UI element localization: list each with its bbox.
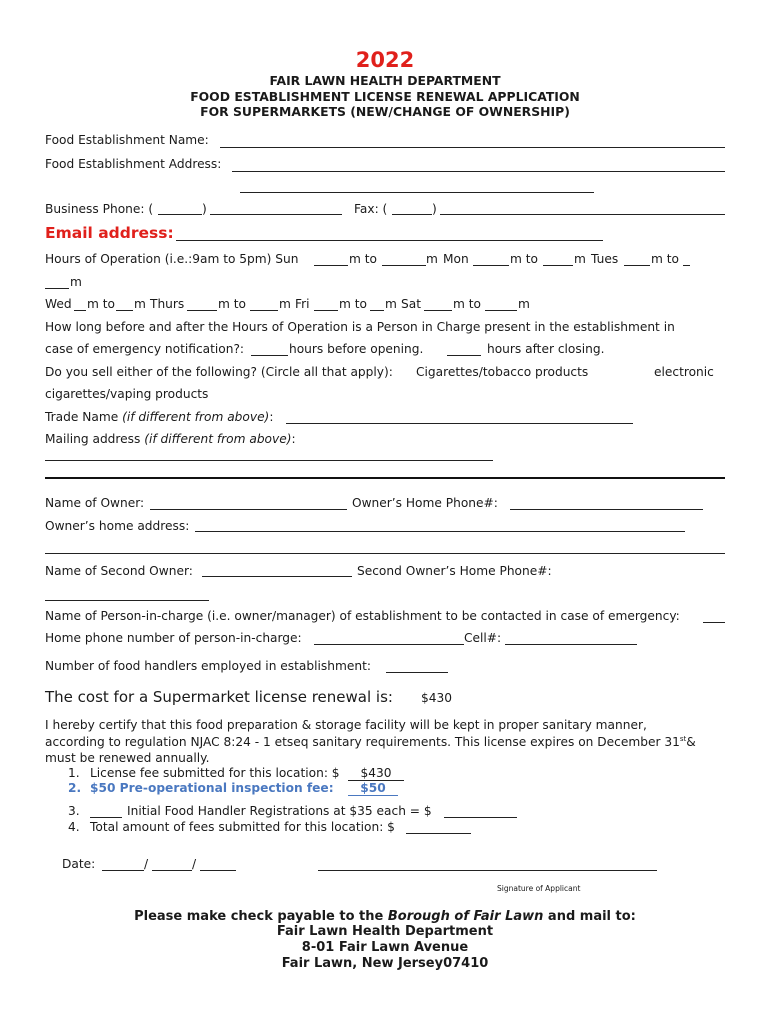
sat-m-to: m to <box>453 297 481 311</box>
sat-label: Sat <box>401 297 421 311</box>
establishment-name-label: Food Establishment Name: <box>45 133 209 147</box>
department-title: FAIR LAWN HEALTH DEPARTMENT <box>269 73 501 88</box>
mon-label: Mon <box>443 252 469 266</box>
cost-amount: $430 <box>421 691 453 705</box>
wed-open-field[interactable] <box>74 310 86 311</box>
payment-text: Please make check payable to the <box>134 909 388 924</box>
trade-name-colon: : <box>269 410 274 424</box>
mailing-address-field[interactable] <box>45 460 493 461</box>
pic-phone-label: Home phone number of person-in-charge: <box>45 631 302 645</box>
payee-name: Borough of Fair Lawn <box>387 909 544 924</box>
tues-label: Tues <box>591 252 619 266</box>
payment-instruction <box>0 909 770 924</box>
certify-line-2-text: according to regulation NJAC 8:24 - 1 etseq sanitary requirements. This license expires on December 31 <box>45 735 680 750</box>
cost-label: The cost for a Supermarket license renewal is: <box>45 688 393 706</box>
mon-close-field[interactable] <box>543 265 573 266</box>
sat-open-field[interactable] <box>424 310 452 311</box>
thurs-label: Thurs <box>150 297 185 311</box>
sell-option-tobacco[interactable]: Cigarettes/tobacco products <box>416 365 589 379</box>
sun-open-field[interactable] <box>314 265 348 266</box>
thurs-close-field[interactable] <box>250 310 278 311</box>
mon-open-field[interactable] <box>473 265 509 266</box>
owner-address-field[interactable] <box>195 531 685 532</box>
tues-close-field[interactable] <box>45 288 69 289</box>
form-year: 2022 <box>355 48 415 72</box>
fee-item-3-label: Initial Food Handler Registrations at $35 each = $ <box>127 804 432 818</box>
certify-line-2 <box>45 735 696 749</box>
fax-paren: ) <box>432 202 437 216</box>
tues-close-field-a[interactable] <box>683 265 690 266</box>
handler-fee-field[interactable] <box>444 817 517 818</box>
date-year-field[interactable] <box>200 870 236 871</box>
mail-address-line-2: 8-01 Fair Lawn Avenue <box>301 940 469 955</box>
cell-field[interactable] <box>505 644 637 645</box>
mailing-text: Mailing address <box>45 432 141 446</box>
sun-m-to: m to <box>349 252 377 266</box>
establishment-address-field-2[interactable] <box>240 192 594 193</box>
owner-name-field[interactable] <box>150 509 347 510</box>
fri-label: Fri <box>295 297 310 311</box>
fri-close-m: m <box>385 297 397 311</box>
cell-label: Cell#: <box>464 631 502 645</box>
owner-address-field-2[interactable] <box>45 553 725 554</box>
wed-m-to: m to <box>87 297 115 311</box>
second-owner-label: Name of Second Owner: <box>45 564 193 578</box>
thurs-open-field[interactable] <box>187 310 217 311</box>
payment-text-end: and mail to: <box>543 909 636 924</box>
pic-phone-field[interactable] <box>314 644 464 645</box>
tues-m-to: m to <box>651 252 679 266</box>
fee-item-1-value[interactable]: $430 <box>348 766 404 781</box>
fri-m-to: m to <box>339 297 367 311</box>
food-handlers-field[interactable] <box>386 672 448 673</box>
food-handlers-label: Number of food handlers employed in establishment: <box>45 659 371 673</box>
trade-name-note: (if different from above) <box>122 410 270 424</box>
fax-label: Fax: ( <box>354 202 388 216</box>
owner-address-label: Owner’s home address: <box>45 519 190 533</box>
certify-line-3: must be renewed annually. <box>45 751 210 765</box>
pic-question: How long before and after the Hours of Operation is a Person in Charge present in the establishment in <box>45 320 675 334</box>
signature-field[interactable] <box>318 870 657 871</box>
hours-before-label: hours before opening. <box>289 342 424 356</box>
owner-phone-field[interactable] <box>510 509 703 510</box>
establishment-name-field[interactable] <box>220 147 725 148</box>
pic-question-2: case of emergency notification?: <box>45 342 245 356</box>
date-month-field[interactable] <box>102 870 144 871</box>
second-owner-field[interactable] <box>202 576 352 577</box>
sell-question: Do you sell either of the following? (Circle all that apply): <box>45 365 393 379</box>
certify-amp: & <box>686 735 696 750</box>
business-phone-area-field[interactable] <box>158 214 202 215</box>
fee-item-4-number: 4. <box>68 820 80 834</box>
tues-open-field[interactable] <box>624 265 650 266</box>
certify-line-1: I hereby certify that this food preparation & storage facility will be kept in proper sanitary manner, <box>45 718 647 732</box>
sell-option-electronic[interactable]: electronic <box>654 365 714 379</box>
form-subtitle: FOR SUPERMARKETS (NEW/CHANGE OF OWNERSHIP) <box>200 104 570 119</box>
mon-close-m: m <box>574 252 586 266</box>
date-slash-1: / <box>144 857 149 871</box>
pic-name-field[interactable] <box>703 622 725 623</box>
fee-item-1-label: License fee submitted for this location: $ <box>90 766 340 780</box>
mail-address-line-3: Fair Lawn, New Jersey07410 <box>281 956 489 971</box>
wed-close-m: m <box>134 297 146 311</box>
pic-name-label: Name of Person-in-charge (i.e. owner/manager) of establishment to be contacted in case of emergency: <box>45 609 680 623</box>
business-phone-field[interactable] <box>210 214 342 215</box>
mon-m-to: m to <box>510 252 538 266</box>
fee-item-4-label: Total amount of fees submitted for this location: $ <box>90 820 395 834</box>
mailing-note: (if different from above) <box>144 432 292 446</box>
form-title: FOOD ESTABLISHMENT LICENSE RENEWAL APPLICATION <box>190 89 580 104</box>
hours-after-field[interactable] <box>447 355 481 356</box>
mailing-colon: : <box>291 432 296 446</box>
sun-close-field[interactable] <box>382 265 426 266</box>
date-slash-2: / <box>192 857 197 871</box>
fee-item-3-number: 3. <box>68 804 80 818</box>
fri-open-field[interactable] <box>314 310 338 311</box>
tues-close-m: m <box>70 275 82 289</box>
sat-close-m: m <box>518 297 530 311</box>
fee-item-2-label: $50 Pre-operational inspection fee: <box>90 781 334 795</box>
total-fee-field[interactable] <box>406 833 471 834</box>
fee-item-1-number: 1. <box>68 766 80 780</box>
establishment-address-label: Food Establishment Address: <box>45 157 222 171</box>
certify-sup: st <box>679 735 687 743</box>
fee-item-2-number: 2. <box>68 781 82 795</box>
handler-count-field[interactable] <box>90 817 122 818</box>
section-divider <box>45 477 725 479</box>
mailing-address-label <box>45 432 296 446</box>
date-day-field[interactable] <box>152 870 192 871</box>
sell-option-electronic-cont[interactable]: cigarettes/vaping products <box>45 387 209 401</box>
second-owner-phone-field[interactable] <box>45 600 209 601</box>
owner-phone-label: Owner’s Home Phone#: <box>352 496 498 510</box>
fri-close-field[interactable] <box>370 310 384 311</box>
second-owner-phone-label: Second Owner’s Home Phone#: <box>357 564 552 578</box>
fax-field[interactable] <box>440 214 725 215</box>
wed-label: Wed <box>45 297 72 311</box>
thurs-close-m: m <box>279 297 291 311</box>
email-field[interactable] <box>176 240 603 241</box>
thurs-m-to: m to <box>218 297 246 311</box>
hours-before-field[interactable] <box>251 355 288 356</box>
business-phone-label: Business Phone: ( <box>45 202 154 216</box>
trade-name-label <box>45 410 273 424</box>
fee-item-2-value[interactable]: $50 <box>348 781 398 796</box>
date-label: Date: <box>62 857 96 871</box>
fax-area-field[interactable] <box>392 214 432 215</box>
business-phone-paren: ) <box>202 202 207 216</box>
wed-close-field[interactable] <box>116 310 133 311</box>
email-label: Email address: <box>45 224 174 242</box>
sat-close-field[interactable] <box>485 310 517 311</box>
owner-name-label: Name of Owner: <box>45 496 145 510</box>
sun-close-m: m <box>426 252 438 266</box>
mail-address-line-1: Fair Lawn Health Department <box>276 924 494 939</box>
trade-name-text: Trade Name <box>45 410 119 424</box>
trade-name-field[interactable] <box>286 423 633 424</box>
signature-label: Signature of Applicant <box>497 884 581 893</box>
hours-label: Hours of Operation (i.e.:9am to 5pm) Sun <box>45 252 299 266</box>
hours-after-label: hours after closing. <box>487 342 605 356</box>
establishment-address-field[interactable] <box>232 171 725 172</box>
